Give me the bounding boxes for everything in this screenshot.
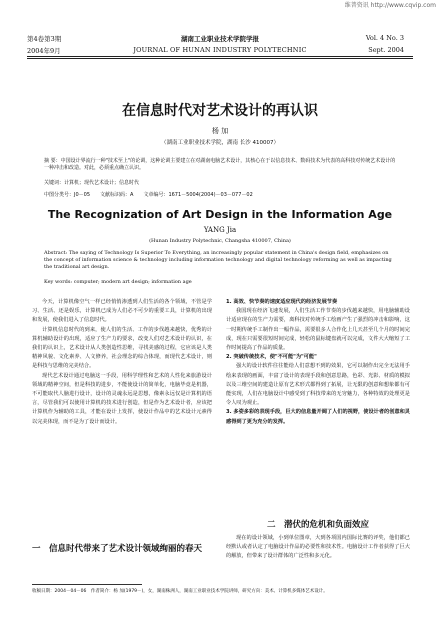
credit-bar <box>0 0 440 10</box>
subheading: 1. 高效、快节奏的速度适应现代的经济发展节奏 <box>226 299 338 305</box>
subheading: 2. 突破传统技术，使"不可能"为"可能" <box>226 354 317 361</box>
paragraph: 今天，计算机像空气一样已经悄悄渗透到人们生活的各个领域，不管是学习、生活、还是娱乐，计算机已成为人们必不可少的重要工具，计算机的出现和发展，使我们进入了信息时代。 <box>32 299 212 324</box>
footnote: 收稿日期：2004－04－06 作者简介：杨 加(1979－)，女，湖南株洲人，湖南工业职业技术学院讲师，研究方向：美术、计算机多媒体艺术设计。 <box>32 589 328 594</box>
footnote-rule <box>32 584 142 585</box>
header-rule-thin <box>27 58 413 59</box>
title-cn: 在信息时代对艺术设计的再认识 <box>122 103 318 119</box>
keywords-cn: 关键词：计算机；现代艺术设计；信息时代 <box>44 180 140 186</box>
header-volume-en: Vol. 4 No. 3 <box>365 34 404 42</box>
author-cn: 杨 加 <box>211 127 229 135</box>
section-heading-1: 一 信息时代带来了艺术设计领域绚丽的春天 <box>32 544 203 554</box>
body-left-column <box>32 298 212 427</box>
paragraph: 强大的设计软件往往能给人们意想不到的效果，它可以制作出完全无法用手绘来表现的画面，丰富了设计的表现手段和创意思路，色彩、光影、材质的模拟以及三维空间的建造让原有艺术形式都得到了拓展，让无限的创意和想象都有可能实现，人们在电脑设计中感受到了科技带来的无穷魅力，各种特效的处理更是令人叹为观止。 <box>226 363 410 407</box>
body-right-column-continued <box>226 534 410 562</box>
affiliation-cn: （湖南工业职业技术学院，湖南 长沙 410007） <box>161 140 279 146</box>
title-en: The Recognization of Art Design in the Information Age <box>47 208 393 221</box>
affiliation-en: (Hunan Industry Polytechnic, Changsha 410007, China) <box>149 238 291 244</box>
paragraph: 我国现在经济飞速发展，人们生活工作节奏的步伐越来越快，用电脑辅助设计适应现在的生产力需要，离科技对传统手工绘画产生了强烈的冲击和影响，这一时期传统手工制作出一幅作品，需要很多人合作化上几天甚至几个月的时间完成，现在只需要很短时间完成，轻松的鼠标键盘就可以完成，文件大大缩短了工作时间提高了作品的质量。 <box>226 308 410 352</box>
abstract-en: Abstract: The saying of Technology Is Superior To Everything, an increasingly popular statement in China's design field, emphasizes on the concept of information science & technology including information technology and digital technology reforming as well as impacting the traditional art design. <box>44 250 392 270</box>
section-heading-2: 二 潜伏的危机和负面效应 <box>266 520 369 530</box>
abstract-cn: 摘 要：中国设计界流行一种"技术至上"的论调，这种论调主要建立在对湖南电脑艺术设计，其核心在于以信息技术、数码技术为代表的高科技对传统艺术设计的一种冲击和改造。对此，必须重点确立认识。 <box>44 158 396 171</box>
paragraph: 现代艺术设计通过电脑这一手段，用科学理性和艺术的人性化来旅游设计领域的精神空间，但是科技的进步，不能使设计的简单化，电脑毕竟是机器，不可能取代人脑进行设计，设计的灵魂永远是思想，像素永远仅是计算机的语言，尽管我们可以使用计算机的技术进行创造，但是作为艺术设计者，应该把计算机作为辅助的工具，才能在设计上发挥，使设计作品中的艺术设计元素得以完美体现，而不是为了设计而设计。 <box>32 372 212 425</box>
author-en: YANG Jia <box>203 226 237 234</box>
credit-text: 维普资讯 http://www.cqvip.com <box>344 2 436 9</box>
subheading: 3. 多姿多彩的表现手段，巨大的信息量开阔了人们的视野，使设计者的创意和灵感得到了更为充分的发挥。 <box>226 409 410 425</box>
classification-line: 中图分类号：J0－05 文献标识码：A 文章编号：1671－5004(2004)－03－077－02 <box>44 192 253 198</box>
journal-name-cn: 湖南工业职业技术学院学报 <box>181 35 259 43</box>
keywords-en: Key words: computer; modern art design; information age <box>44 279 192 285</box>
header-rule-thick <box>27 56 413 57</box>
paragraph: 计算机信息时代的到来，使人们的生活、工作的步伐越来越快，优秀的计算机辅助设计的出现，适应了生产力的要求，改变人们对艺术设计的认识，在我们的认识上，艺术设计从人类创造性思维，寻找美感的过程，它应该是人类精神风貌、文化素养、人文修养，社会理念的综合体现，而现代艺术设计，则是科技与思维的完美结合。 <box>32 326 212 370</box>
header-date-cn: 2004年9月 <box>27 47 61 55</box>
header-volume-cn: 第4卷第3期 <box>27 35 62 43</box>
paragraph: 现在的设计领域，小到单位图章，大到各项国内国际比赛的评奖，他们都已经默认或者认定了电脑设计作品的必要性和技术性。电脑设计工作者获得了巨大的解放，但带来了设计群体的广泛性和多元化。 <box>226 535 410 560</box>
header-date-en: Sept. 2004 <box>368 46 404 54</box>
journal-name-en: JOURNAL OF HUNAN INDUSTRY POLYTECHNIC <box>133 46 307 54</box>
body-right-column <box>226 298 410 427</box>
